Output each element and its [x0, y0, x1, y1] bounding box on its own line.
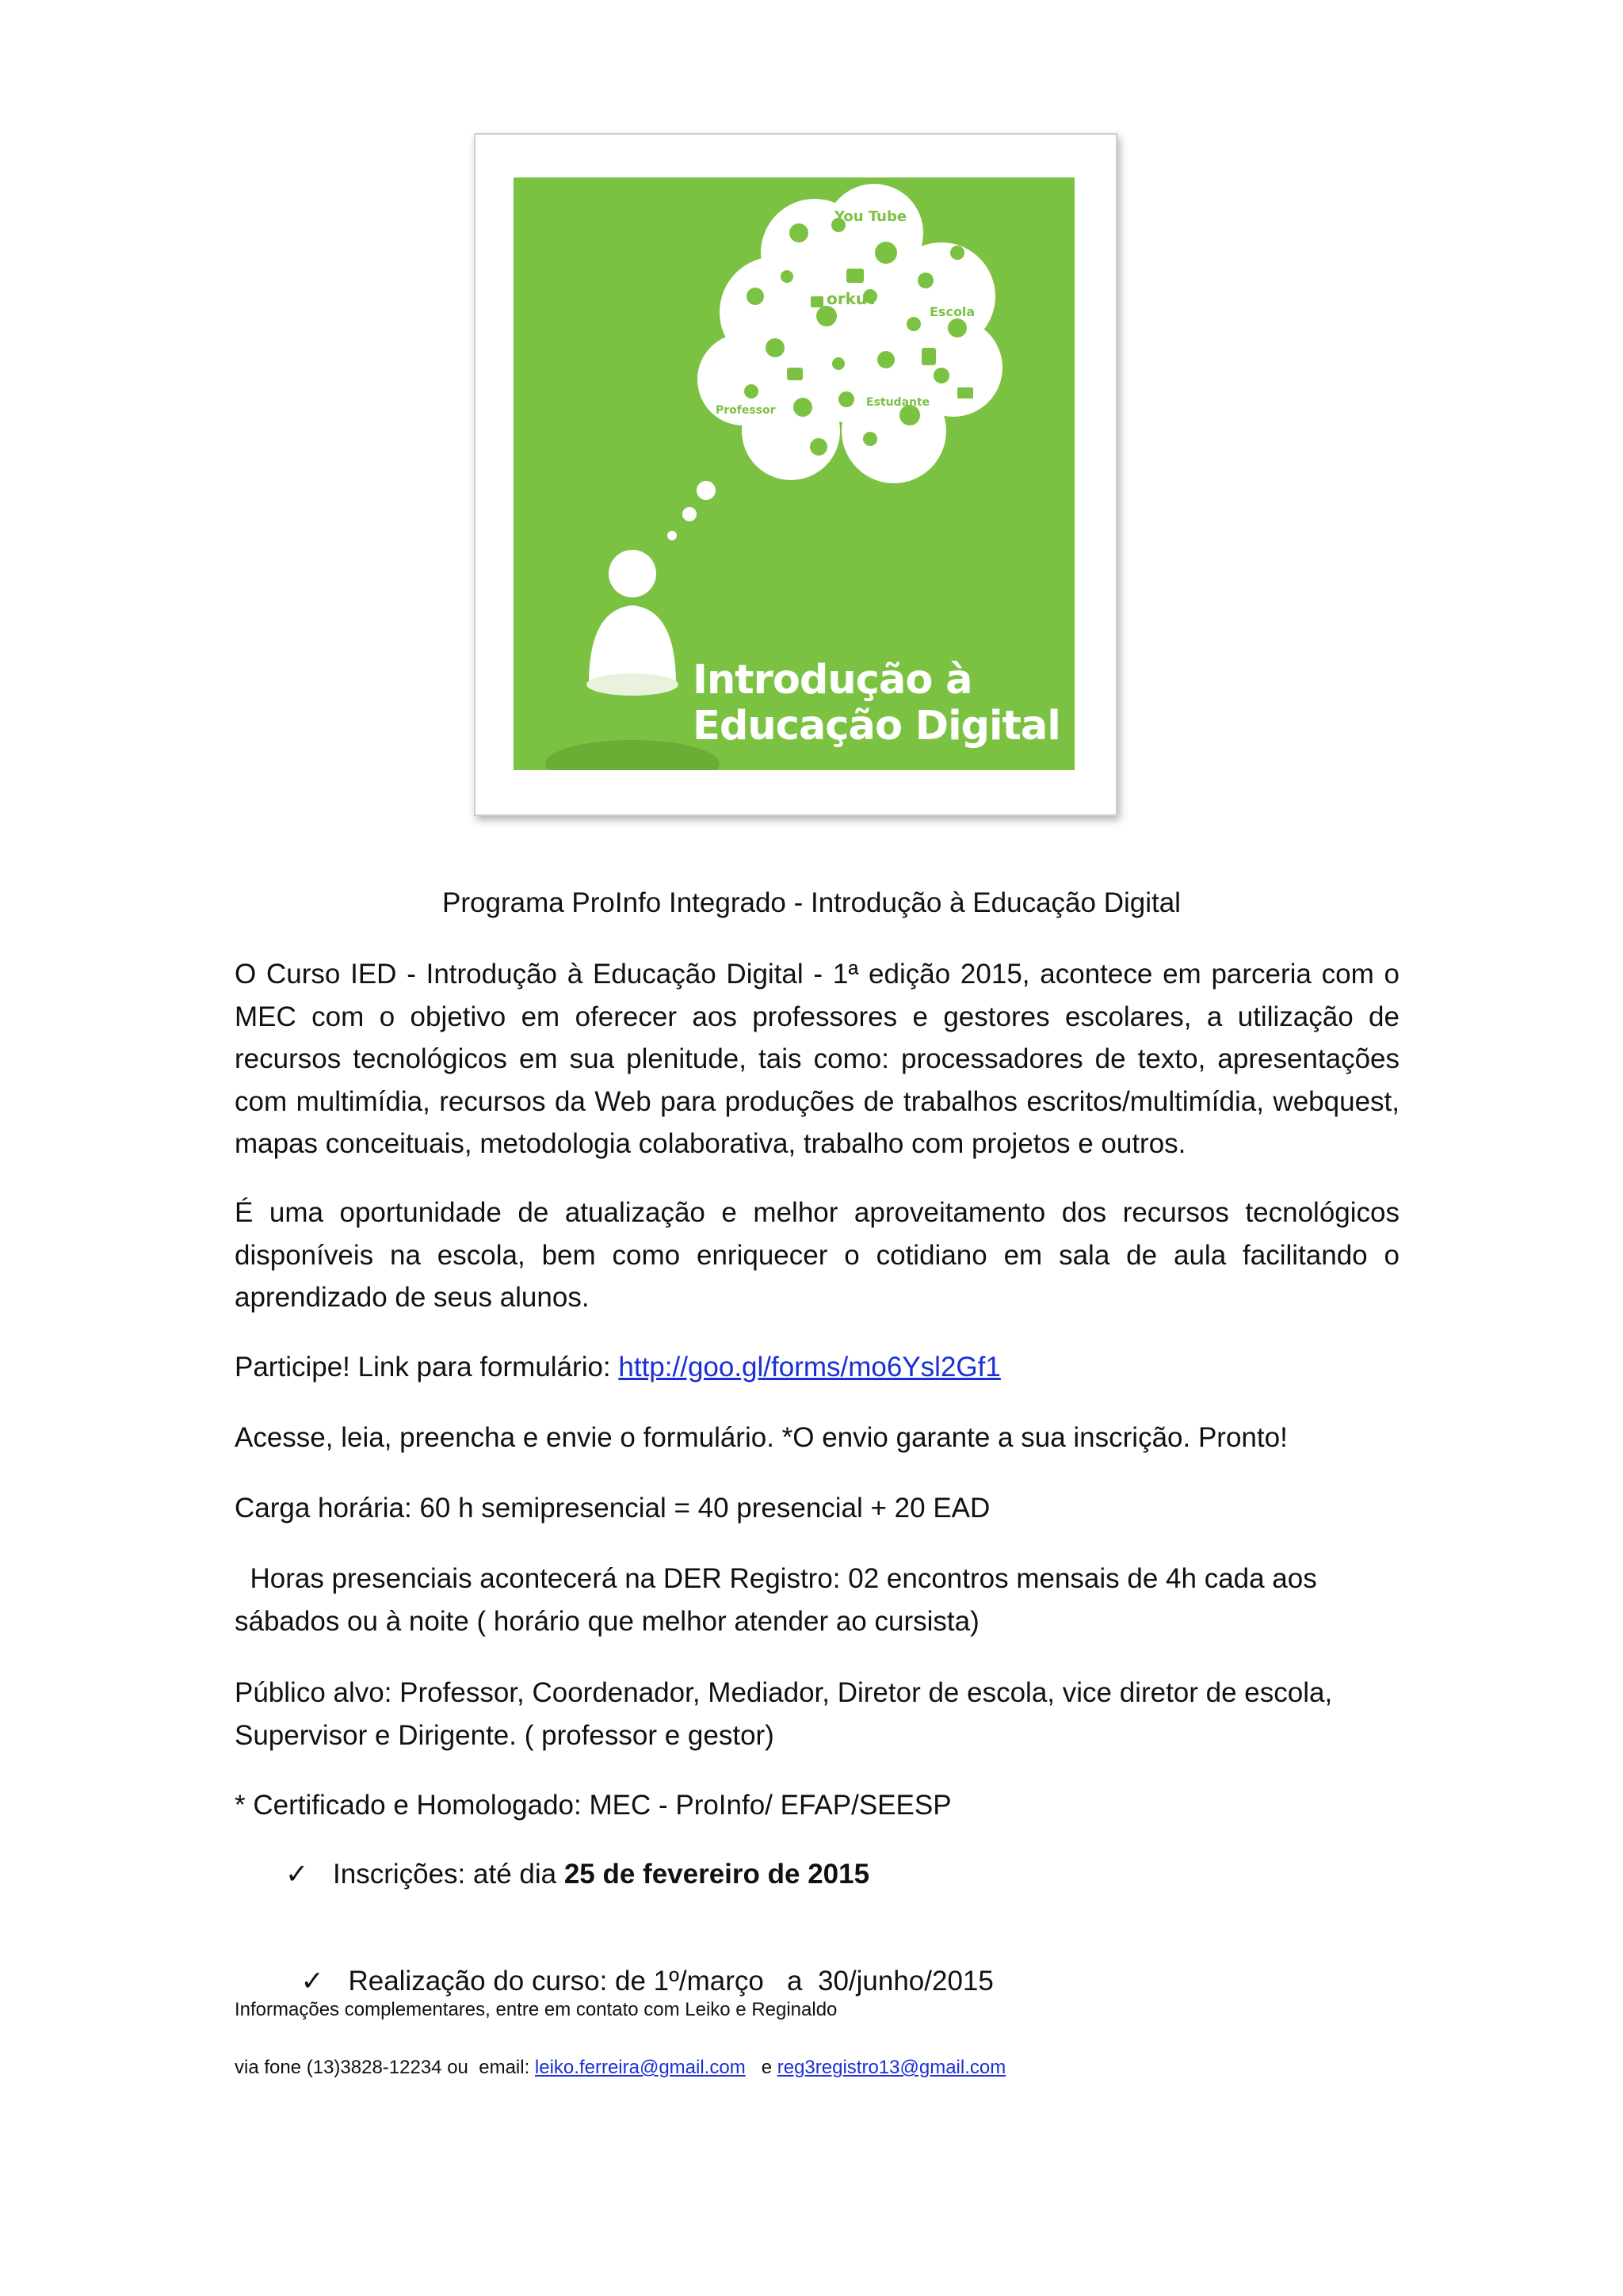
banner-illustration: [514, 177, 1075, 770]
audience-paragraph: Público alvo: Professor, Coordenador, Mediador, Diretor de escola, vice diretor de escola, Supervisor e Dirigente. ( professor e gestor): [235, 1677, 1333, 1751]
contact-info: Informações complementares, entre em contato com Leiko e Reginaldo: [235, 1999, 838, 2020]
contact-phone: via fone (13)3828-12234 ou email:: [235, 2057, 535, 2078]
email-link-leiko[interactable]: leiko.ferreira@gmail.com: [534, 2057, 746, 2078]
participate-label: Participe! Link para formulário:: [235, 1352, 619, 1383]
course-banner: [474, 133, 1117, 816]
certification-line: * Certificado e Homologado: MEC - ProInfo/ EFAP/SEESP: [235, 1790, 952, 1821]
contact-phone-email: [235, 2056, 1006, 2080]
opportunity-paragraph: É uma oportunidade de atualização e melhor aproveitamento dos recursos tecnológicos disponíveis na escola, bem como enriquecer o cotidiano em sala de aula facilitando o aprendizado de seus alunos.: [235, 1197, 1400, 1313]
access-instructions: Acesse, leia, preencha e envie o formulário. *O envio garante a sua inscrição. Pronto!: [235, 1422, 1288, 1453]
form-link[interactable]: http://goo.gl/forms/mo6Ysl2Gf1: [618, 1352, 1001, 1383]
workload-line: Carga horária: 60 h semipresencial = 40 presencial + 20 EAD: [235, 1493, 991, 1524]
banner-title-line1: Introdução à: [693, 657, 972, 704]
checklist-item-registration: [285, 1857, 869, 1892]
checkmark-icon: ✓: [300, 1966, 324, 1997]
checklist-label: Realização do curso: de 1º/março a 30/junho/2015: [348, 1966, 994, 1997]
banner-title-line2: Educação Digital: [693, 703, 1060, 749]
checklist-label: Inscrições: até dia: [333, 1859, 564, 1890]
cloud-word-youtube: You Tube: [834, 208, 907, 225]
page-title: Programa ProInfo Integrado - Introdução à Educação Digital: [442, 887, 1181, 918]
cloud-word-estudante: Estudante: [866, 396, 930, 409]
cloud-word-escola: Escola: [930, 304, 976, 319]
participate-line: [235, 1346, 1400, 1389]
contact-and: e: [745, 2057, 777, 2078]
intro-paragraph: O Curso IED - Introdução à Educação Digital - 1ª edição 2015, acontece em parceria com o MEC com o objetivo em oferecer aos professores e gestores escolares, a utilização de recursos tecnológicos em sua plenitude, tais como: processadores de texto, apresentações com multimídia, recursos da Web para produções de trabalhos escritos/multimídia, webquest, mapas conceituais, metodologia colaborativa, trabalho com projetos e outros.: [235, 959, 1400, 1159]
checklist-deadline: 25 de fevereiro de 2015: [563, 1859, 870, 1890]
cloud-word-orkut: orkut: [827, 289, 875, 308]
in-person-hours-paragraph: Horas presenciais acontecerá na DER Registro: 02 encontros mensais de 4h cada aos sábados ou à noite ( horário que melhor atender ao cursista): [235, 1563, 1325, 1637]
checkmark-icon: ✓: [285, 1859, 309, 1890]
banner-title: [693, 658, 1060, 749]
checklist-item-course-period: [285, 1929, 994, 1999]
email-link-reginaldo[interactable]: reg3registro13@gmail.com: [777, 2057, 1006, 2078]
cloud-word-professor: Professor: [716, 404, 776, 417]
